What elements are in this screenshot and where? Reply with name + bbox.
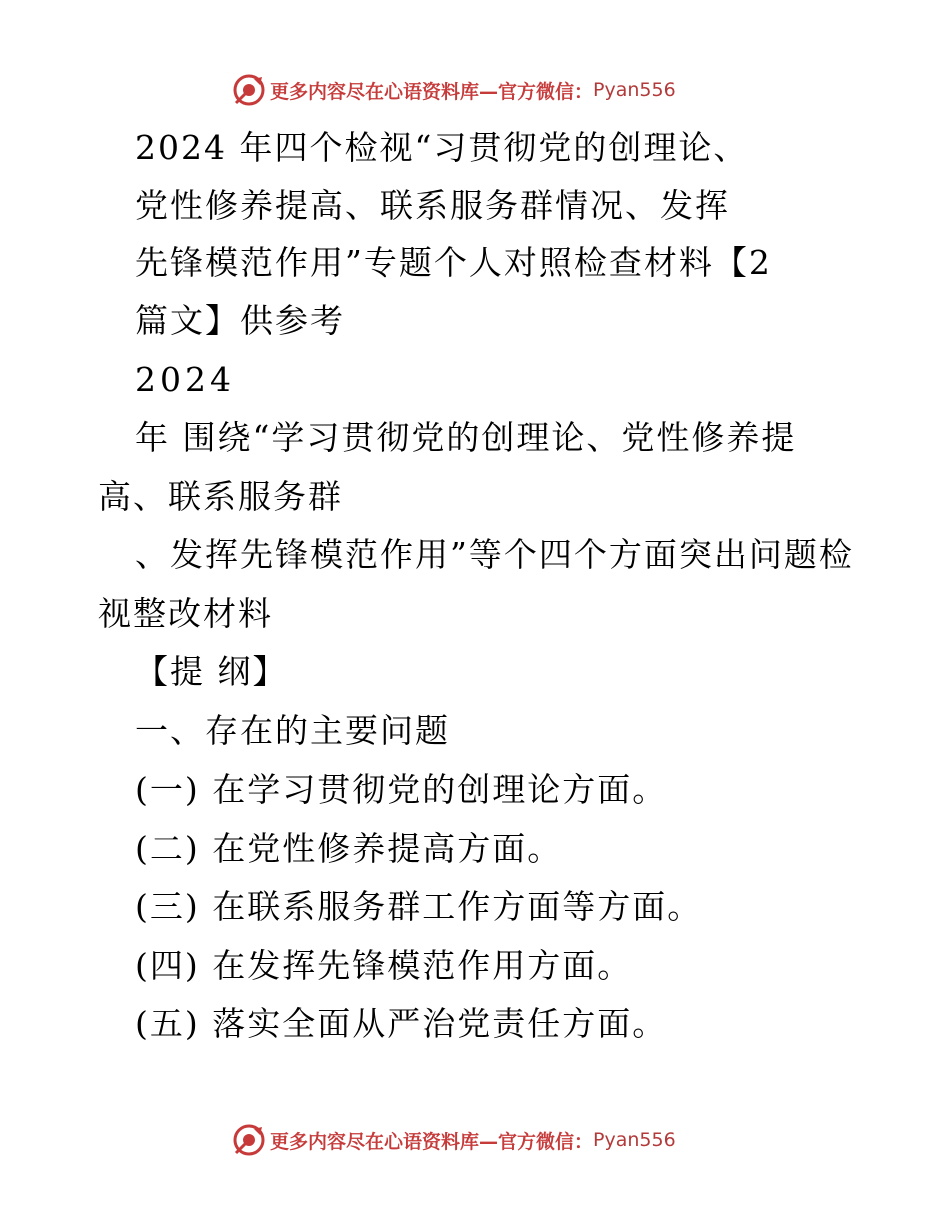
title-line-4: 篇文】供参考 — [135, 301, 345, 340]
outline-heading: 【提 纲】 — [135, 652, 288, 691]
watermark-text: 更多内容尽在心语资料库—官方微信： — [270, 80, 594, 103]
watermark-wechat-id: Pyan556 — [593, 1129, 676, 1151]
subtitle-line-5: 视整改材料 — [98, 594, 273, 633]
title-line-3: 先锋模范作用”专题个人对照检查材料【2 — [135, 243, 772, 282]
watermark-wechat-id: Pyan556 — [593, 79, 676, 101]
list-item: (五) 落实全面从严治党责任方面。 — [135, 1004, 668, 1043]
title-line-1: 2024 年四个检视“习贯彻党的创理论、 — [135, 128, 749, 167]
subtitle-line-3: 高、联系服务群 — [98, 477, 343, 516]
watermark-footer — [232, 1122, 676, 1158]
watermark-text: 更多内容尽在心语资料库—官方微信： — [270, 1130, 594, 1153]
subtitle-line-2: 年 围绕“学习贯彻党的创理论、党性修养提 — [135, 418, 797, 457]
list-item: (三) 在联系服务群工作方面等方面。 — [135, 887, 703, 926]
pen-logo-icon — [232, 1123, 266, 1157]
pen-logo-icon — [232, 73, 266, 107]
list-item: (一) 在学习贯彻党的创理论方面。 — [135, 770, 668, 809]
subtitle-line-4: 、发挥先锋模范作用”等个四个方面突出问题检 — [135, 535, 854, 574]
section-heading: 一、存在的主要问题 — [135, 711, 450, 750]
subtitle-line-1: 2024 — [135, 360, 235, 399]
list-item: (四) 在发挥先锋模范作用方面。 — [135, 946, 633, 985]
watermark-header — [232, 72, 676, 108]
title-line-2: 党性修养提高、联系服务群情况、发挥 — [135, 186, 730, 225]
list-item: (二) 在党性修养提高方面。 — [135, 829, 563, 868]
